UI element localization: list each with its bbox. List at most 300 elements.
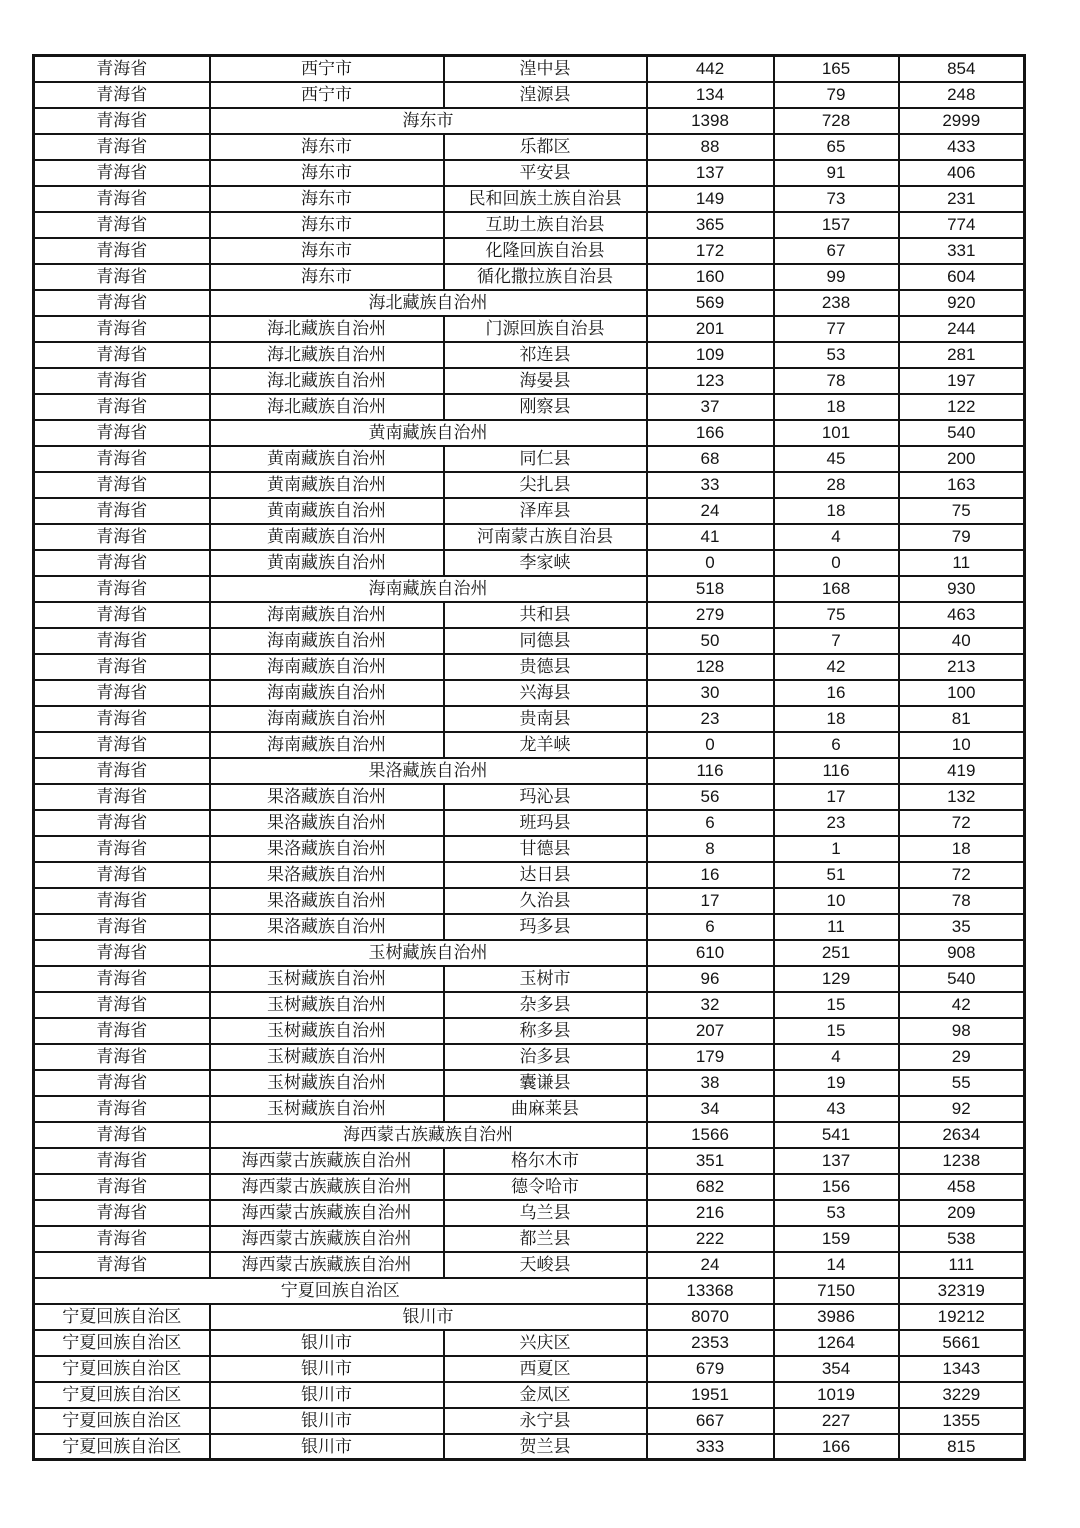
table-cell: 134 xyxy=(647,82,774,108)
table-cell: 兴海县 xyxy=(444,680,647,706)
table-cell: 333 xyxy=(647,1434,774,1460)
table-row xyxy=(34,446,1025,472)
table-row xyxy=(34,82,1025,108)
table-cell: 青海省 xyxy=(34,680,210,706)
table-cell: 854 xyxy=(899,56,1025,82)
table-cell: 1951 xyxy=(647,1382,774,1408)
table-cell: 197 xyxy=(899,368,1025,394)
table-row xyxy=(34,888,1025,914)
table-row xyxy=(34,1174,1025,1200)
table-cell: 宁夏回族自治区 xyxy=(34,1382,210,1408)
table-cell: 11 xyxy=(899,550,1025,576)
table-cell: 279 xyxy=(647,602,774,628)
table-cell: 75 xyxy=(899,498,1025,524)
table-cell: 乐都区 xyxy=(444,134,647,160)
table-cell: 10 xyxy=(774,888,899,914)
table-cell: 34 xyxy=(647,1096,774,1122)
table-cell: 0 xyxy=(647,732,774,758)
table-cell: 青海省 xyxy=(34,732,210,758)
table-cell: 久治县 xyxy=(444,888,647,914)
table-cell: 青海省 xyxy=(34,628,210,654)
table-cell: 179 xyxy=(647,1044,774,1070)
table-cell: 920 xyxy=(899,290,1025,316)
table-cell: 同德县 xyxy=(444,628,647,654)
table-cell: 青海省 xyxy=(34,1122,210,1148)
table-row xyxy=(34,1200,1025,1226)
table-cell: 201 xyxy=(647,316,774,342)
table-cell: 宁夏回族自治区 xyxy=(34,1330,210,1356)
table-cell: 458 xyxy=(899,1174,1025,1200)
table-cell: 玉树藏族自治州 xyxy=(210,1096,444,1122)
table-cell: 14 xyxy=(774,1252,899,1278)
table-cell: 海南藏族自治州 xyxy=(210,628,444,654)
table-cell: 银川市 xyxy=(210,1408,444,1434)
table-cell: 西夏区 xyxy=(444,1356,647,1382)
table-cell: 李家峡 xyxy=(444,550,647,576)
table-cell: 679 xyxy=(647,1356,774,1382)
table-cell: 海东市 xyxy=(210,212,444,238)
table-cell: 6 xyxy=(647,914,774,940)
table-cell: 79 xyxy=(774,82,899,108)
table-cell: 泽库县 xyxy=(444,498,647,524)
table-cell: 2634 xyxy=(899,1122,1025,1148)
table-cell: 29 xyxy=(899,1044,1025,1070)
table-cell: 42 xyxy=(774,654,899,680)
table-row xyxy=(34,1330,1025,1356)
table-cell: 172 xyxy=(647,238,774,264)
table-cell: 463 xyxy=(899,602,1025,628)
table-cell: 13368 xyxy=(647,1278,774,1304)
table-cell: 青海省 xyxy=(34,498,210,524)
table-cell: 青海省 xyxy=(34,810,210,836)
table-row xyxy=(34,342,1025,368)
table-cell: 湟源县 xyxy=(444,82,647,108)
table-cell: 青海省 xyxy=(34,1174,210,1200)
table-cell: 0 xyxy=(774,550,899,576)
table-row xyxy=(34,1408,1025,1434)
table-cell: 海北藏族自治州 xyxy=(210,368,444,394)
table-cell: 209 xyxy=(899,1200,1025,1226)
table-cell: 8 xyxy=(647,836,774,862)
table-row xyxy=(34,940,1025,966)
table-cell: 4 xyxy=(774,1044,899,1070)
table-cell: 青海省 xyxy=(34,446,210,472)
table-cell: 海晏县 xyxy=(444,368,647,394)
table-cell: 果洛藏族自治州 xyxy=(210,810,444,836)
table-cell: 100 xyxy=(899,680,1025,706)
table-cell: 10 xyxy=(899,732,1025,758)
table-row xyxy=(34,1096,1025,1122)
table-cell: 西宁市 xyxy=(210,56,444,82)
table-cell: 159 xyxy=(774,1226,899,1252)
table-cell: 青海省 xyxy=(34,940,210,966)
table-row xyxy=(34,628,1025,654)
table-row xyxy=(34,810,1025,836)
table-cell: 海北藏族自治州 xyxy=(210,394,444,420)
table-row xyxy=(34,550,1025,576)
table-cell: 815 xyxy=(899,1434,1025,1460)
table-cell: 442 xyxy=(647,56,774,82)
table-cell: 331 xyxy=(899,238,1025,264)
table-row xyxy=(34,160,1025,186)
table-row xyxy=(34,290,1025,316)
table-cell: 青海省 xyxy=(34,238,210,264)
table-cell: 青海省 xyxy=(34,160,210,186)
table-cell: 银川市 xyxy=(210,1434,444,1460)
table-cell: 2999 xyxy=(899,108,1025,134)
table-cell: 281 xyxy=(899,342,1025,368)
table-cell: 365 xyxy=(647,212,774,238)
table-cell: 海西蒙古族藏族自治州 xyxy=(210,1174,444,1200)
table-cell: 65 xyxy=(774,134,899,160)
table-cell: 青海省 xyxy=(34,56,210,82)
table-cell: 果洛藏族自治州 xyxy=(210,888,444,914)
table-cell: 50 xyxy=(647,628,774,654)
table-cell: 538 xyxy=(899,1226,1025,1252)
table-row xyxy=(34,654,1025,680)
table-cell: 湟中县 xyxy=(444,56,647,82)
table-cell: 海南藏族自治州 xyxy=(210,602,444,628)
table-cell: 同仁县 xyxy=(444,446,647,472)
table-cell: 207 xyxy=(647,1018,774,1044)
table-row xyxy=(34,836,1025,862)
table-row xyxy=(34,108,1025,134)
table-cell: 海东市 xyxy=(210,186,444,212)
table-row xyxy=(34,238,1025,264)
table-cell: 17 xyxy=(774,784,899,810)
table-cell: 33 xyxy=(647,472,774,498)
table-cell: 45 xyxy=(774,446,899,472)
table-cell: 165 xyxy=(774,56,899,82)
table-cell: 433 xyxy=(899,134,1025,160)
table-cell: 海北藏族自治州 xyxy=(210,342,444,368)
table-row xyxy=(34,56,1025,82)
table-row xyxy=(34,862,1025,888)
table-row xyxy=(34,602,1025,628)
table-cell: 海东市 xyxy=(210,134,444,160)
table-cell: 98 xyxy=(899,1018,1025,1044)
table-cell: 青海省 xyxy=(34,368,210,394)
table-cell: 72 xyxy=(899,810,1025,836)
table-cell: 3986 xyxy=(774,1304,899,1330)
table-cell: 海东市 xyxy=(210,160,444,186)
table-cell: 青海省 xyxy=(34,1070,210,1096)
table-cell: 99 xyxy=(774,264,899,290)
table-cell: 1355 xyxy=(899,1408,1025,1434)
table-cell: 海西蒙古族藏族自治州 xyxy=(210,1252,444,1278)
table-cell: 17 xyxy=(647,888,774,914)
table-cell: 黄南藏族自治州 xyxy=(210,420,647,446)
table-cell: 海西蒙古族藏族自治州 xyxy=(210,1200,444,1226)
table-cell: 8070 xyxy=(647,1304,774,1330)
table-cell: 160 xyxy=(647,264,774,290)
table-cell: 200 xyxy=(899,446,1025,472)
table-cell: 15 xyxy=(774,992,899,1018)
table-cell: 银川市 xyxy=(210,1330,444,1356)
table-row xyxy=(34,186,1025,212)
table-cell: 231 xyxy=(899,186,1025,212)
table-cell: 1264 xyxy=(774,1330,899,1356)
table-row xyxy=(34,420,1025,446)
table-cell: 2353 xyxy=(647,1330,774,1356)
table-cell: 728 xyxy=(774,108,899,134)
table-cell: 248 xyxy=(899,82,1025,108)
table-cell: 黄南藏族自治州 xyxy=(210,472,444,498)
table-cell: 81 xyxy=(899,706,1025,732)
table-row xyxy=(34,758,1025,784)
table-row xyxy=(34,1018,1025,1044)
table-cell: 宁夏回族自治区 xyxy=(34,1408,210,1434)
table-cell: 419 xyxy=(899,758,1025,784)
table-cell: 53 xyxy=(774,342,899,368)
table-cell: 1238 xyxy=(899,1148,1025,1174)
table-cell: 银川市 xyxy=(210,1382,444,1408)
table-cell: 32 xyxy=(647,992,774,1018)
table-cell: 青海省 xyxy=(34,82,210,108)
table-cell: 宁夏回族自治区 xyxy=(34,1434,210,1460)
table-cell: 540 xyxy=(899,966,1025,992)
table-cell: 西宁市 xyxy=(210,82,444,108)
table-cell: 166 xyxy=(647,420,774,446)
table-cell: 682 xyxy=(647,1174,774,1200)
table-cell: 银川市 xyxy=(210,1356,444,1382)
table-cell: 11 xyxy=(774,914,899,940)
table-cell: 149 xyxy=(647,186,774,212)
table-cell: 宁夏回族自治区 xyxy=(34,1278,647,1304)
table-row xyxy=(34,1122,1025,1148)
table-cell: 1566 xyxy=(647,1122,774,1148)
table-cell: 玛多县 xyxy=(444,914,647,940)
table-cell: 123 xyxy=(647,368,774,394)
table-row xyxy=(34,914,1025,940)
table-cell: 16 xyxy=(774,680,899,706)
table-row xyxy=(34,784,1025,810)
table-row xyxy=(34,1278,1025,1304)
table-cell: 908 xyxy=(899,940,1025,966)
table-cell: 23 xyxy=(774,810,899,836)
table-cell: 30 xyxy=(647,680,774,706)
table-cell: 黄南藏族自治州 xyxy=(210,550,444,576)
table-row xyxy=(34,498,1025,524)
table-cell: 青海省 xyxy=(34,264,210,290)
table-cell: 92 xyxy=(899,1096,1025,1122)
table-row xyxy=(34,264,1025,290)
table-cell: 青海省 xyxy=(34,1226,210,1252)
table-cell: 774 xyxy=(899,212,1025,238)
table-cell: 244 xyxy=(899,316,1025,342)
table-row xyxy=(34,680,1025,706)
table-row xyxy=(34,134,1025,160)
table-cell: 玉树藏族自治州 xyxy=(210,992,444,1018)
table-cell: 35 xyxy=(899,914,1025,940)
table-cell: 平安县 xyxy=(444,160,647,186)
table-cell: 216 xyxy=(647,1200,774,1226)
table-cell: 乌兰县 xyxy=(444,1200,647,1226)
table-cell: 海北藏族自治州 xyxy=(210,316,444,342)
table-cell: 青海省 xyxy=(34,862,210,888)
table-cell: 果洛藏族自治州 xyxy=(210,862,444,888)
table-cell: 青海省 xyxy=(34,966,210,992)
table-cell: 4 xyxy=(774,524,899,550)
table-cell: 果洛藏族自治州 xyxy=(210,784,444,810)
table-cell: 18 xyxy=(899,836,1025,862)
table-cell: 玉树藏族自治州 xyxy=(210,1070,444,1096)
table-cell: 青海省 xyxy=(34,290,210,316)
table-row xyxy=(34,212,1025,238)
table-cell: 68 xyxy=(647,446,774,472)
table-cell: 青海省 xyxy=(34,550,210,576)
table-cell: 玉树市 xyxy=(444,966,647,992)
table-cell: 宁夏回族自治区 xyxy=(34,1304,210,1330)
table-cell: 玉树藏族自治州 xyxy=(210,940,647,966)
table-cell: 称多县 xyxy=(444,1018,647,1044)
table-cell: 都兰县 xyxy=(444,1226,647,1252)
table-cell: 41 xyxy=(647,524,774,550)
table-cell: 青海省 xyxy=(34,420,210,446)
region-statistics-table xyxy=(32,54,1026,1461)
table-cell: 青海省 xyxy=(34,914,210,940)
table-row xyxy=(34,1304,1025,1330)
table-cell: 88 xyxy=(647,134,774,160)
table-cell: 1398 xyxy=(647,108,774,134)
table-row xyxy=(34,316,1025,342)
table-cell: 玉树藏族自治州 xyxy=(210,1018,444,1044)
table-cell: 民和回族土族自治县 xyxy=(444,186,647,212)
table-cell: 青海省 xyxy=(34,472,210,498)
table-cell: 72 xyxy=(899,862,1025,888)
table-cell: 569 xyxy=(647,290,774,316)
table-cell: 海东市 xyxy=(210,238,444,264)
table-cell: 354 xyxy=(774,1356,899,1382)
table-cell: 治多县 xyxy=(444,1044,647,1070)
table-cell: 222 xyxy=(647,1226,774,1252)
table-cell: 351 xyxy=(647,1148,774,1174)
table-row xyxy=(34,1226,1025,1252)
table-cell: 贵德县 xyxy=(444,654,647,680)
table-row xyxy=(34,472,1025,498)
table-cell: 168 xyxy=(774,576,899,602)
table-cell: 海西蒙古族藏族自治州 xyxy=(210,1148,444,1174)
table-cell: 永宁县 xyxy=(444,1408,647,1434)
table-cell: 42 xyxy=(899,992,1025,1018)
table-cell: 667 xyxy=(647,1408,774,1434)
table-cell: 19 xyxy=(774,1070,899,1096)
table-row xyxy=(34,1148,1025,1174)
table-body xyxy=(34,56,1025,1460)
table-cell: 1343 xyxy=(899,1356,1025,1382)
table-cell: 15 xyxy=(774,1018,899,1044)
table-cell: 达日县 xyxy=(444,862,647,888)
table-cell: 604 xyxy=(899,264,1025,290)
table-cell: 227 xyxy=(774,1408,899,1434)
table-row xyxy=(34,394,1025,420)
table-cell: 1019 xyxy=(774,1382,899,1408)
table-cell: 116 xyxy=(647,758,774,784)
table-cell: 囊谦县 xyxy=(444,1070,647,1096)
table-cell: 班玛县 xyxy=(444,810,647,836)
table-cell: 55 xyxy=(899,1070,1025,1096)
table-cell: 玉树藏族自治州 xyxy=(210,1044,444,1070)
table-cell: 祁连县 xyxy=(444,342,647,368)
table-cell: 互助土族自治县 xyxy=(444,212,647,238)
table-cell: 青海省 xyxy=(34,342,210,368)
table-cell: 163 xyxy=(899,472,1025,498)
table-cell: 青海省 xyxy=(34,134,210,160)
table-cell: 青海省 xyxy=(34,758,210,784)
table-cell: 海东市 xyxy=(210,264,444,290)
table-cell: 109 xyxy=(647,342,774,368)
table-cell: 51 xyxy=(774,862,899,888)
table-cell: 157 xyxy=(774,212,899,238)
table-cell: 青海省 xyxy=(34,186,210,212)
table-cell: 37 xyxy=(647,394,774,420)
table-cell: 青海省 xyxy=(34,524,210,550)
table-cell: 128 xyxy=(647,654,774,680)
table-cell: 132 xyxy=(899,784,1025,810)
table-cell: 79 xyxy=(899,524,1025,550)
table-cell: 黄南藏族自治州 xyxy=(210,498,444,524)
table-row xyxy=(34,524,1025,550)
table-cell: 23 xyxy=(647,706,774,732)
table-cell: 贺兰县 xyxy=(444,1434,647,1460)
table-cell: 青海省 xyxy=(34,1018,210,1044)
table-cell: 河南蒙古族自治县 xyxy=(444,524,647,550)
table-cell: 7150 xyxy=(774,1278,899,1304)
table-cell: 化隆回族自治县 xyxy=(444,238,647,264)
table-cell: 73 xyxy=(774,186,899,212)
table-cell: 果洛藏族自治州 xyxy=(210,758,647,784)
table-cell: 67 xyxy=(774,238,899,264)
table-cell: 青海省 xyxy=(34,888,210,914)
table-row xyxy=(34,992,1025,1018)
table-cell: 银川市 xyxy=(210,1304,647,1330)
table-cell: 38 xyxy=(647,1070,774,1096)
table-cell: 18 xyxy=(774,706,899,732)
table-cell: 19212 xyxy=(899,1304,1025,1330)
table-cell: 518 xyxy=(647,576,774,602)
table-cell: 24 xyxy=(647,1252,774,1278)
table-cell: 101 xyxy=(774,420,899,446)
table-cell: 海南藏族自治州 xyxy=(210,680,444,706)
table-cell: 青海省 xyxy=(34,1096,210,1122)
table-cell: 德令哈市 xyxy=(444,1174,647,1200)
table-cell: 黄南藏族自治州 xyxy=(210,446,444,472)
table-row xyxy=(34,1434,1025,1460)
table-cell: 尖扎县 xyxy=(444,472,647,498)
table-cell: 78 xyxy=(899,888,1025,914)
table-cell: 青海省 xyxy=(34,992,210,1018)
table-cell: 海南藏族自治州 xyxy=(210,732,444,758)
table-cell: 果洛藏族自治州 xyxy=(210,836,444,862)
table-cell: 137 xyxy=(774,1148,899,1174)
table-cell: 18 xyxy=(774,394,899,420)
table-cell: 青海省 xyxy=(34,654,210,680)
table-cell: 406 xyxy=(899,160,1025,186)
table-cell: 青海省 xyxy=(34,394,210,420)
table-cell: 7 xyxy=(774,628,899,654)
table-cell: 1 xyxy=(774,836,899,862)
table-cell: 门源回族自治县 xyxy=(444,316,647,342)
table-cell: 青海省 xyxy=(34,108,210,134)
table-cell: 青海省 xyxy=(34,784,210,810)
table-cell: 海南藏族自治州 xyxy=(210,654,444,680)
table-cell: 循化撒拉族自治县 xyxy=(444,264,647,290)
table-cell: 宁夏回族自治区 xyxy=(34,1356,210,1382)
table-cell: 75 xyxy=(774,602,899,628)
table-cell: 青海省 xyxy=(34,1252,210,1278)
table-cell: 海东市 xyxy=(210,108,647,134)
table-cell: 格尔木市 xyxy=(444,1148,647,1174)
